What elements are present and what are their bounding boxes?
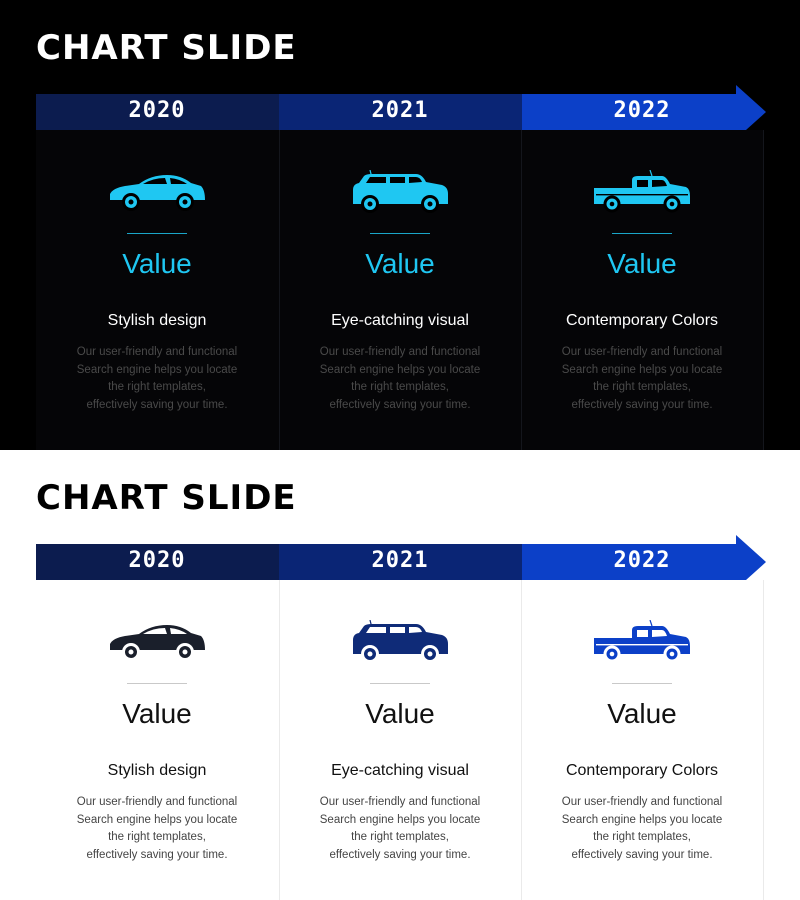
description-line: Search engine helps you locate [561,363,723,376]
timeline-column-2022 [521,610,763,880]
feature-heading: Eye-catching visual [331,762,469,779]
divider [370,683,430,684]
year-label: 2021 [371,98,429,123]
timeline-column-2022 [521,160,763,430]
description-line: Our user-friendly and functional [76,346,238,358]
description-line: Search engine helps you locate [319,363,481,376]
sports-car-icon [107,620,207,664]
description-line: Search engine helps you locate [76,813,238,826]
feature-heading: Contemporary Colors [565,762,719,779]
slide-title: CHART SLIDE [36,28,297,68]
timeline-column-2021 [279,160,521,430]
timeline-column-2021 [279,610,521,880]
feature-description [62,344,252,414]
description-line: the right templates, [351,381,449,393]
description-line: effectively saving your time. [329,848,471,861]
compact-car-icon [350,620,450,664]
value-label: Value [607,698,677,729]
description-line: the right templates, [351,831,449,843]
value-label: Value [122,248,192,279]
timeline-column-2020 [36,610,278,880]
description-line: Search engine helps you locate [319,813,481,826]
divider [612,683,672,684]
description-line: effectively saving your time. [571,848,713,861]
year-label: 2020 [128,548,186,573]
feature-description [547,794,737,864]
description-line: effectively saving your time. [329,398,471,411]
divider [370,233,430,234]
value-label: Value [365,698,435,729]
description-line: the right templates, [108,381,206,393]
light-slide [0,450,800,900]
description-line: the right templates, [593,831,691,843]
year-label: 2022 [613,98,671,123]
feature-heading: Contemporary Colors [565,312,719,329]
description-line: Our user-friendly and functional [561,346,723,358]
feature-heading: Eye-catching visual [331,312,469,329]
value-label: Value [365,248,435,279]
description-line: effectively saving your time. [86,398,228,411]
description-line: Our user-friendly and functional [561,796,723,808]
divider [127,683,187,684]
pickup-truck-icon [592,170,692,214]
year-label: 2020 [128,98,186,123]
divider [612,233,672,234]
description-line: Search engine helps you locate [561,813,723,826]
pickup-truck-icon [592,620,692,664]
value-label: Value [122,698,192,729]
feature-heading: Stylish design [107,762,207,779]
description-line: effectively saving your time. [571,398,713,411]
compact-car-icon [350,170,450,214]
description-line: Our user-friendly and functional [319,796,481,808]
slide-title: CHART SLIDE [36,478,297,518]
feature-description [547,344,737,414]
description-line: Search engine helps you locate [76,363,238,376]
year-label: 2021 [371,548,429,573]
timeline-column-2020 [36,160,278,430]
divider [127,233,187,234]
year-label: 2022 [613,548,671,573]
feature-heading: Stylish design [107,312,207,329]
feature-description [305,344,495,414]
value-label: Value [607,248,677,279]
sports-car-icon [107,170,207,214]
description-line: the right templates, [593,381,691,393]
description-line: effectively saving your time. [86,848,228,861]
feature-description [62,794,252,864]
description-line: Our user-friendly and functional [319,346,481,358]
feature-description [305,794,495,864]
description-line: Our user-friendly and functional [76,796,238,808]
description-line: the right templates, [108,831,206,843]
